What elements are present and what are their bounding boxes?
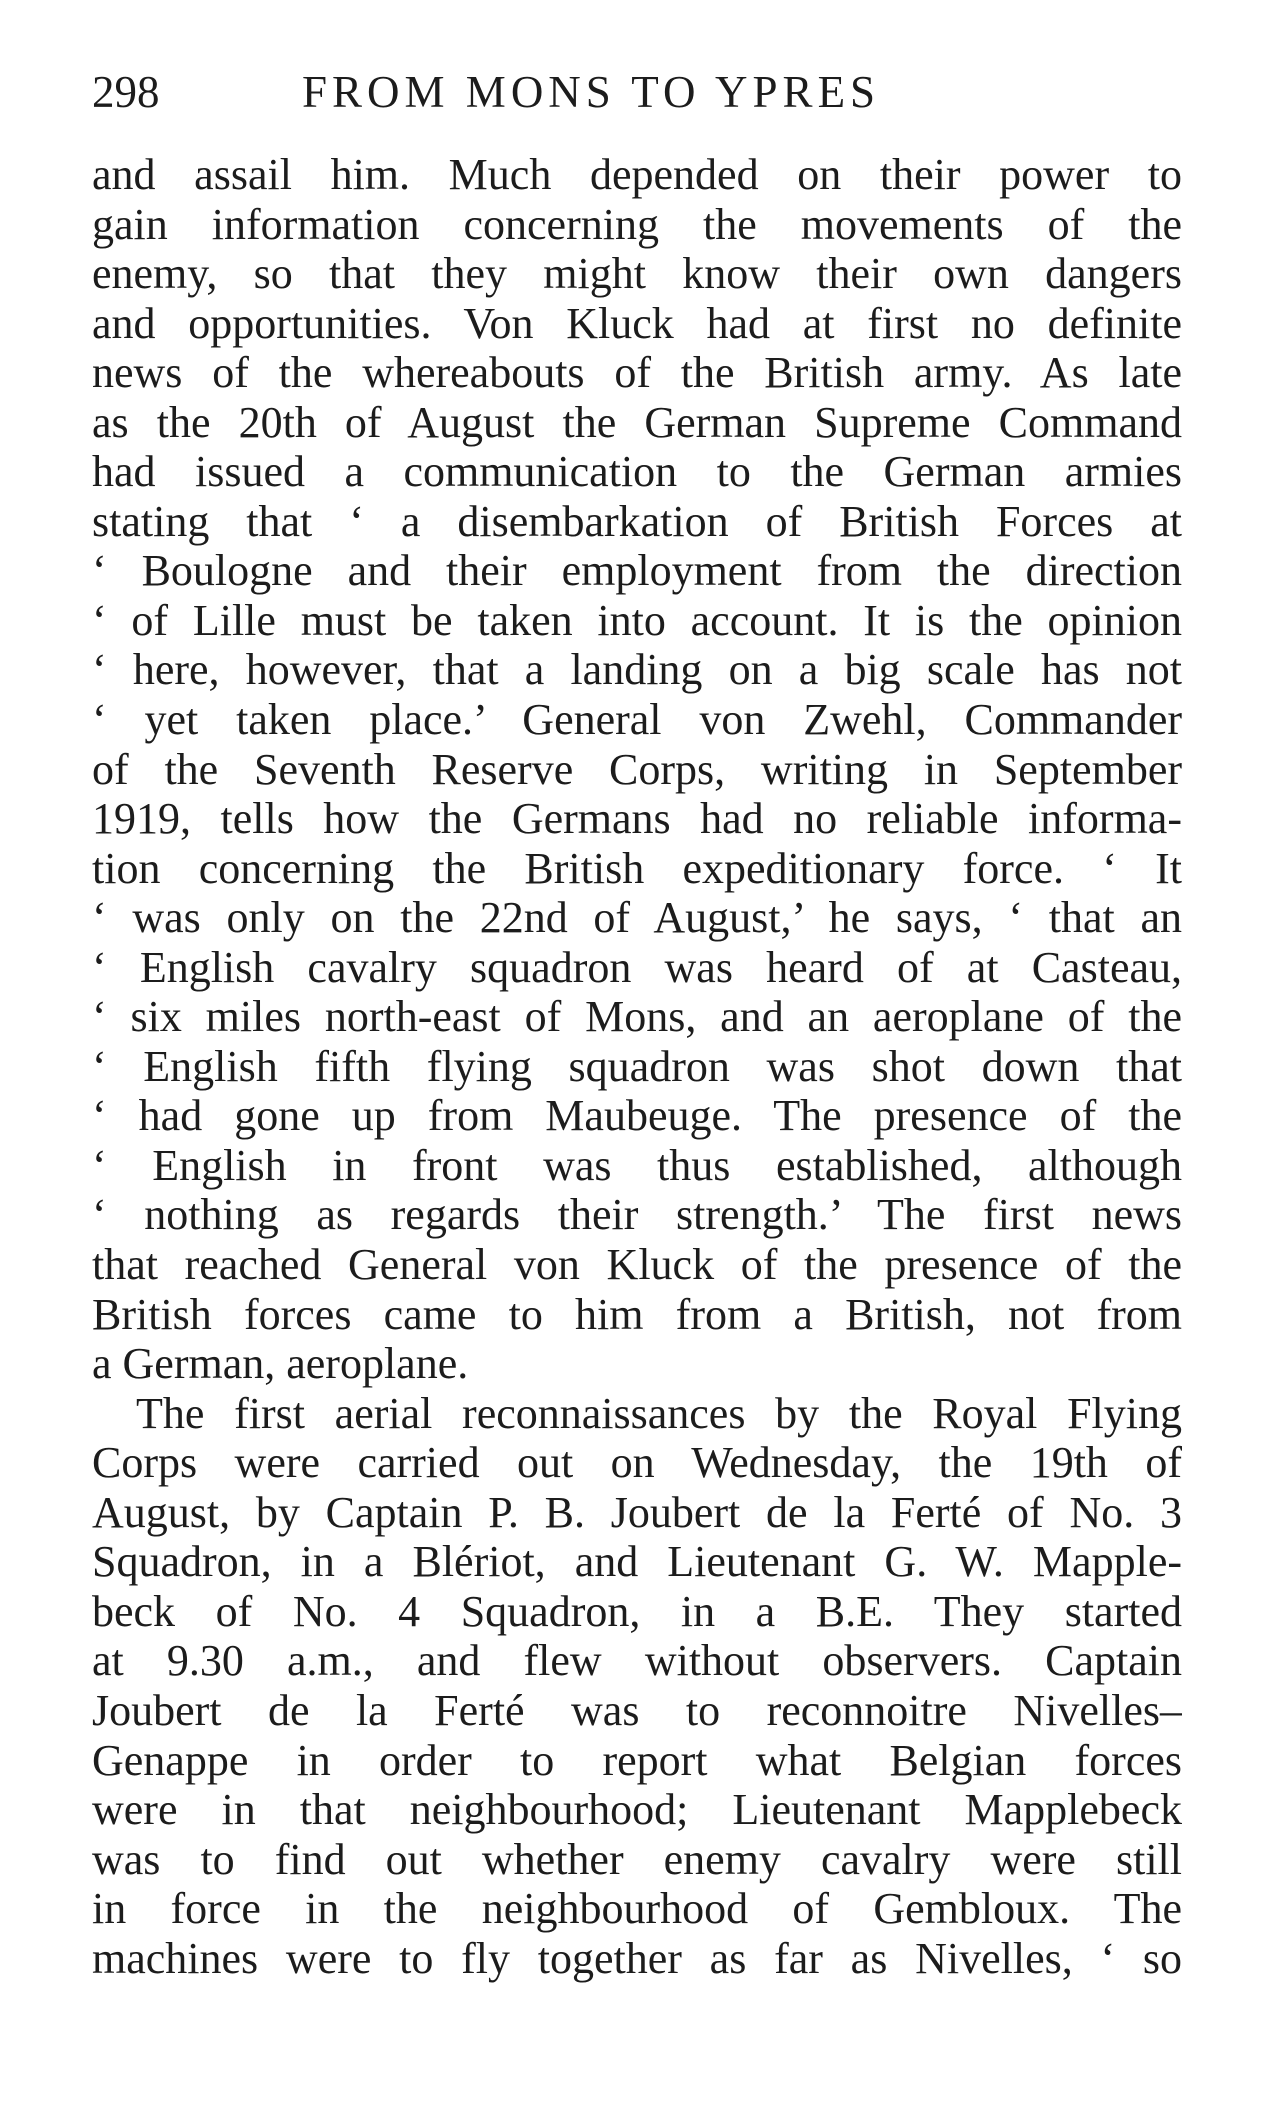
body-text	[92, 150, 1182, 1983]
text-line: Joubert de la Ferté was to reconnoitre Nivelles–	[92, 1685, 1182, 1735]
text-line: British forces came to him from a British, not from	[92, 1289, 1182, 1339]
text-line: beck of No. 4 Squadron, in a B.E. They started	[92, 1586, 1182, 1636]
text-line: gain information concerning the movements of the	[92, 199, 1182, 249]
text-line: and opportunities. Von Kluck had at first no definite	[92, 298, 1182, 348]
text-line: had issued a communication to the German armies	[92, 447, 1182, 497]
running-title: FROM MONS TO YPRES	[302, 67, 881, 117]
text-line: Genappe in order to report what Belgian forces	[92, 1735, 1182, 1785]
text-line: The first aerial reconnaissances by the Royal Flying	[136, 1388, 1182, 1438]
text-line: stating that ‘ a disembarkation of British Forces at	[92, 496, 1182, 546]
text-line: were in that neighbourhood; Lieutenant Mapplebeck	[92, 1785, 1182, 1835]
text-line: ‘ nothing as regards their strength.’ The first news	[92, 1190, 1182, 1240]
text-line: at 9.30 a.m., and flew without observers. Captain	[92, 1636, 1182, 1686]
text-line: machines were to fly together as far as Nivelles, ‘ so	[92, 1933, 1182, 1983]
text-line: ‘ yet taken place.’ General von Zwehl, Commander	[92, 695, 1182, 745]
text-line: ‘ had gone up from Maubeuge. The presence of the	[92, 1091, 1182, 1141]
text-line: ‘ here, however, that a landing on a big scale has not	[92, 645, 1182, 695]
text-line: 1919, tells how the Germans had no reliable informa-	[92, 794, 1182, 844]
text-line: that reached General von Kluck of the presence of the	[92, 1240, 1182, 1290]
text-line: ‘ six miles north-east of Mons, and an aeroplane of the	[92, 992, 1182, 1042]
text-line: and assail him. Much depended on their power to	[92, 150, 1182, 199]
text-line: enemy, so that they might know their own dangers	[92, 249, 1182, 299]
text-line: August, by Captain P. B. Joubert de la Ferté of No. 3	[92, 1487, 1182, 1537]
text-line: was to find out whether enemy cavalry were still	[92, 1834, 1182, 1884]
text-line: ‘ was only on the 22nd of August,’ he says, ‘ that an	[92, 893, 1182, 943]
text-line: ‘ of Lille must be taken into account. It is the opinion	[92, 595, 1182, 645]
text-line: ‘ English fifth flying squadron was shot down that	[92, 1041, 1182, 1091]
text-line: tion concerning the British expeditionary force. ‘ It	[92, 843, 1182, 893]
paragraph-1	[92, 150, 1182, 1389]
paragraph-2	[92, 1389, 1182, 1984]
text-line: ‘ English in front was thus established, although	[92, 1140, 1182, 1190]
text-line: Squadron, in a Blériot, and Lieutenant G. W. Mapple-	[92, 1537, 1182, 1587]
text-line: Corps were carried out on Wednesday, the 19th of	[92, 1438, 1182, 1488]
page-number: 298	[92, 67, 160, 117]
text-line: ‘ English cavalry squadron was heard of at Casteau,	[92, 942, 1182, 992]
text-line: a German, aeroplane.	[92, 1339, 469, 1389]
text-line: ‘ Boulogne and their employment from the direction	[92, 546, 1182, 596]
text-line: as the 20th of August the German Supreme Command	[92, 397, 1182, 447]
text-line: in force in the neighbourhood of Gembloux. The	[92, 1884, 1182, 1934]
text-line: news of the whereabouts of the British army. As late	[92, 348, 1182, 398]
running-head	[92, 62, 1182, 122]
text-line: of the Seventh Reserve Corps, writing in September	[92, 744, 1182, 794]
